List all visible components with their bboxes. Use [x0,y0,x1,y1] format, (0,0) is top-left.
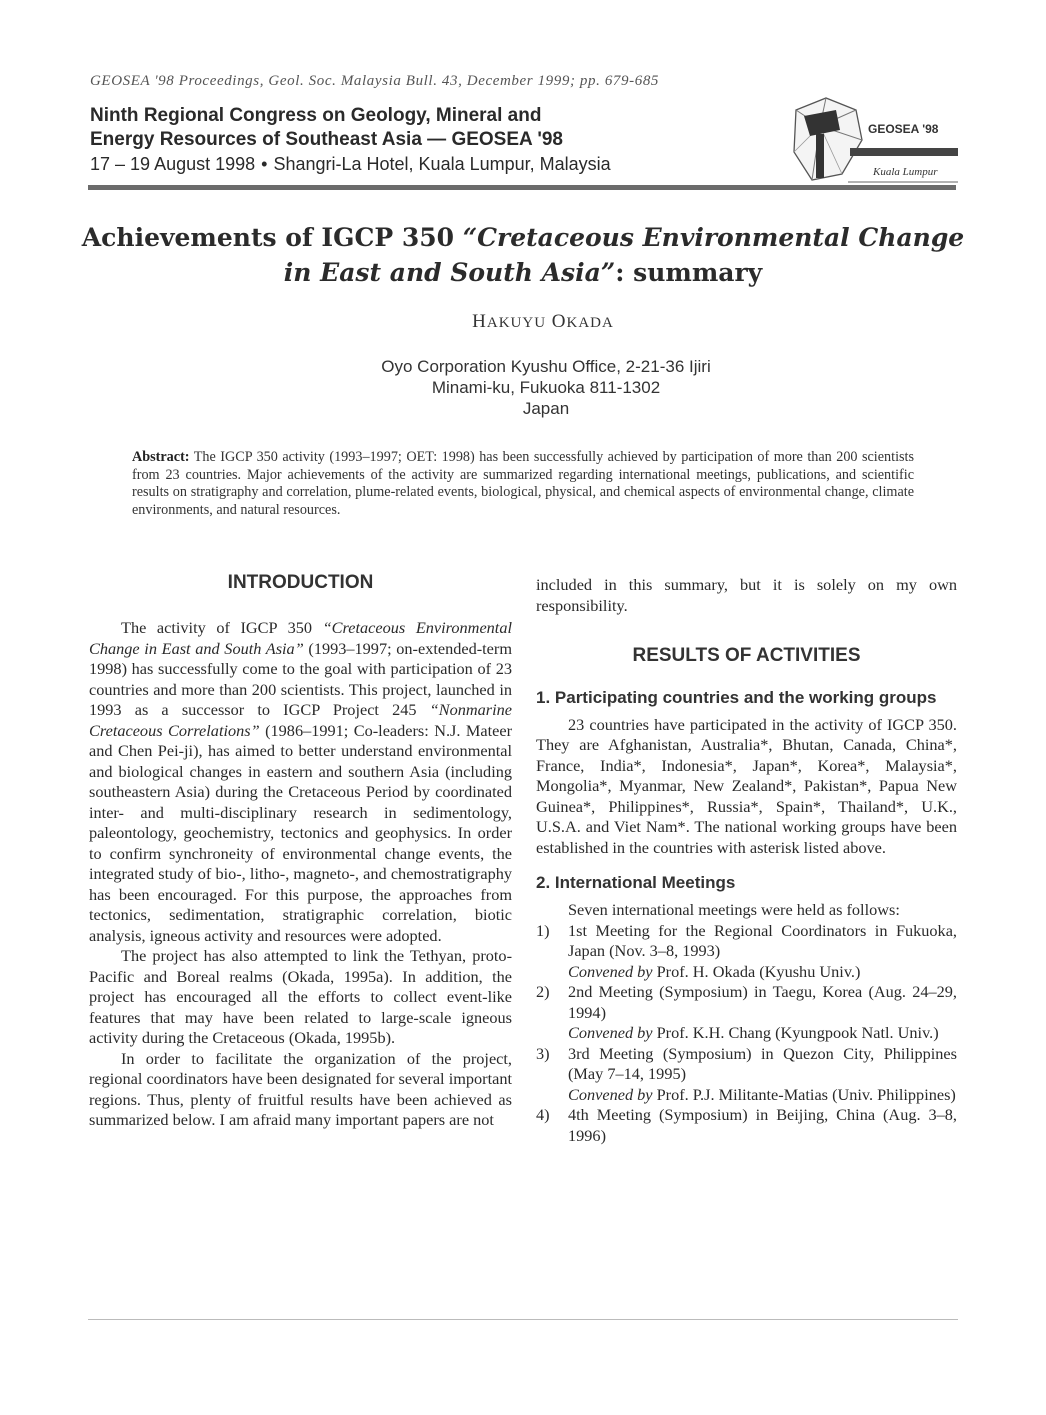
meeting-convener [568,962,957,983]
congress-dates-venue [90,152,780,176]
convened-label: Convened by [568,961,653,981]
meeting-text: 4th Meeting (Symposium) in Beijing, China (Aug. 3–8, 1996) [568,1105,957,1145]
intro-p1-e: (1986–1991; Co-leaders: N.J. Mateer and Chen Pei-ji), has aimed to better understand environmental and biological changes in eastern and southern Asia (including southeastern Asia) during the Cretaceous Period by coordinated inter- and multi-disciplinary research in sedimentology, paleontology, geochemistry, tectonics and geophysics. In order to confirm synchroneity of environmental change events, the integrated study of bio-, litho-, magneto-, and chemostratigraphy has been encouraged. For this purpose, the approaches from tectonics, sedimentation, stratigraphic correlation, biotic analysis, igneous activity and resources were adopted. [89,720,512,945]
intro-p1-c: (1993–1997; on-extended-term 1998) has successfully come to the goal with participation of 23 countries and more than 200 scientists. This project, launched in 1993 as a successor to IGCP Project 245 [89,638,512,719]
congress-title-line2: Energy Resources of Southeast Asia — GEOSEA '98 [90,129,563,150]
convener-text: Prof. H. Okada (Kyushu Univ.) [652,961,861,981]
abstract-label: Abstract: [132,449,190,465]
convener-text: Prof. P.J. Militante-Matias (Univ. Philippines) [652,1084,956,1104]
convener-text: Prof. K.H. Chang (Kyungpook Natl. Univ.) [652,1023,939,1042]
meeting-number: 1) [536,920,550,940]
convened-label: Convened by [568,1084,653,1104]
meeting-text: 3rd Meeting (Symposium) in Quezon City, Philippines (May 7–14, 1995) [568,1043,957,1083]
running-head: GEOSEA '98 Proceedings, Geol. Soc. Malaysia Bull. 43, December 1999; pp. 679-685 [90,73,660,89]
meetings-list [536,921,957,1147]
title-part2: “Cretaceous Environmental Change in East and South Asia” [283,223,965,287]
meeting-convener [568,1085,957,1106]
introduction-heading: INTRODUCTION [227,572,374,593]
author-name [0,311,1046,333]
paper-title [80,220,966,290]
abstract-text: The IGCP 350 activity (1993–1997; OET: 1998) has been successfully achieved by participation of more than 200 scientists from 23 countries. Major achievements of the activity are summarized regarding international meetings, publications, and scientific results on stratigraphy and correlation, plume-related events, biological, physical, and chemical aspects of environmental change, climate environments, and natural resources. [132,449,915,518]
logo-text-geosea: GEOSEA '98 [868,122,939,136]
meeting-number: 4) [536,1105,550,1124]
section2-intro: Seven international meetings were held as follows: [568,900,900,919]
header-rule [88,185,956,190]
list-item [536,921,957,983]
meeting-convener [568,1023,957,1044]
congress-dates: 17 – 19 August 1998 [90,154,256,174]
list-item [536,1105,957,1146]
title-part1: Achievements of IGCP 350 [81,223,463,252]
section2-title: 2. International Meetings [536,873,736,892]
section1-text: 23 countries have participated in the activity of IGCP 350. They are Afghanistan, Australia*, Bhutan, Canada, China*, France, India*, Indonesia*, Japan*, Korea*, Malaysia*, Mongolia*, Myanmar, New Zealand*, Pakistan*, Papua New Guinea*, Philippines*, Russia*, Spain*, Thailand*, U.K., U.S.A. and Viet Nam*. The national working groups have been established in the countries with asterisk listed above. [536,714,957,857]
meeting-text: 2nd Meeting (Symposium) in Taegu, Korea (Aug. 24–29, 1994) [568,982,957,1022]
congress-header [90,104,780,176]
author-family-rest: KADA [566,315,614,331]
intro-p1-d: “Nonmarine Cretaceous Correlations” [89,700,512,740]
intro-paragraph-1 [89,618,512,946]
meeting-text: 1st Meeting for the Regional Coordinators in Fukuoka, Japan (Nov. 3–8, 1993) [568,920,957,960]
list-item [536,982,957,1044]
author-family-initial: O [551,311,567,332]
meeting-number: 2) [536,982,550,1001]
affiliation-line1: Oyo Corporation Kyushu Office, 2-21-36 Ijiri [381,357,711,376]
bullet-separator: • [261,154,268,174]
intro-paragraph-3: In order to facilitate the organization of the project, regional coordinators have been designated for several important regions. Thus, plenty of fruitful results have been achieved as summarized below. I am afraid many important papers are not [89,1048,512,1129]
title-part3: : summary [615,258,763,287]
convened-label: Convened by [568,1023,653,1042]
affiliation-line2: Minami-ku, Fukuoka 811-1302 [431,378,661,397]
list-item [536,1044,957,1106]
left-column [89,618,512,1131]
meeting-number: 3) [536,1043,550,1063]
right-column [536,575,957,1146]
abstract [132,449,914,519]
intro-continuation: included in this summary, but it is solely on my own responsibility. [536,575,957,615]
intro-paragraph-2: The project has also attempted to link the Tethyan, proto-Pacific and Boreal realms (Okada, 1995a). In addition, the project has encouraged all the efforts to collect event-like features that may have been related to large-scale igneous activity during the Cretaceous (Okada, 1995b). [89,946,512,1047]
intro-p1-a: The activity of IGCP 350 [121,618,323,637]
results-heading: RESULTS OF ACTIVITIES [632,645,861,666]
congress-title-line1: Ninth Regional Congress on Geology, Mineral and [90,105,542,126]
logo-text-location: Kuala Lumpur [873,166,938,178]
author-given-initial: H [472,311,487,332]
affiliation [280,356,812,419]
affiliation-line3: Japan [522,399,570,418]
congress-venue: Shangri-La Hotel, Kuala Lumpur, Malaysia [273,154,611,174]
intro-p1-b: “Cretaceous Environmental Change in East and South Asia” [89,618,512,658]
footer-rule [88,1319,958,1320]
author-given-rest: AKUYU [486,315,547,331]
section1-title: 1. Participating countries and the working groups [536,687,937,707]
